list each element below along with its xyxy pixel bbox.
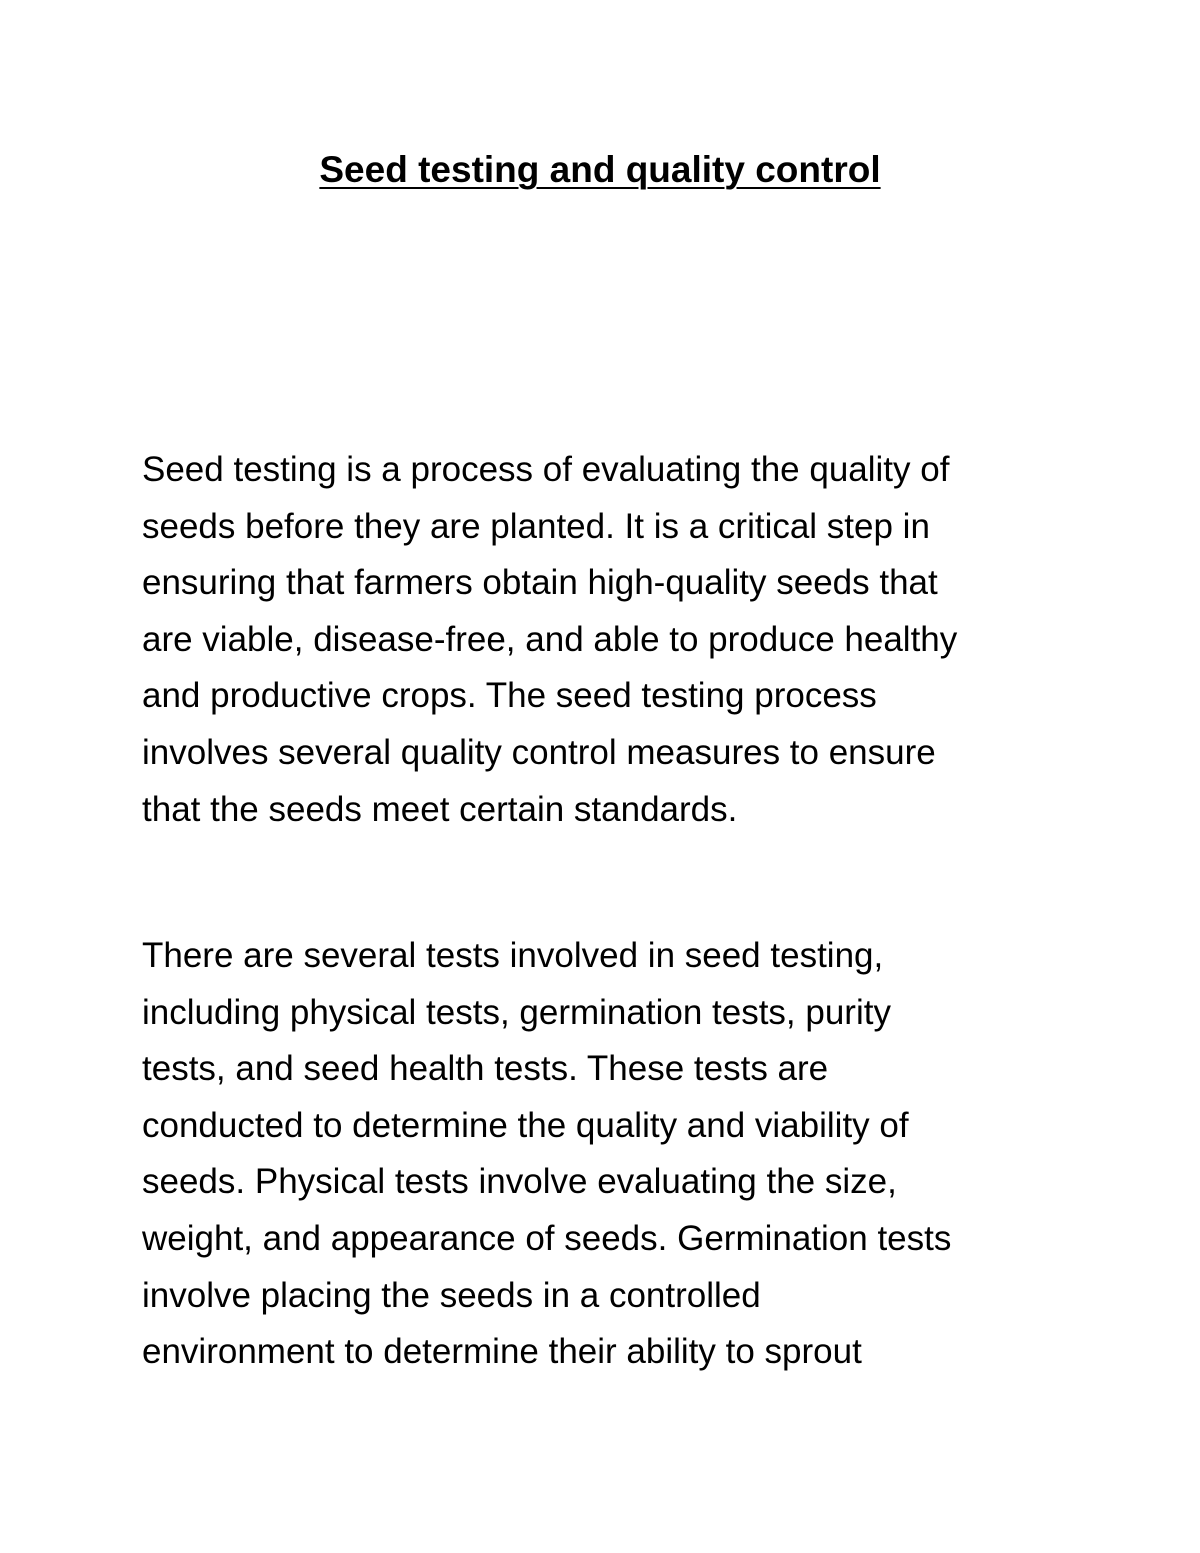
text-line: weight, and appearance of seeds. Germination tests <box>142 1218 952 1258</box>
text-line: involves several quality control measures to ensure <box>142 732 936 772</box>
text-line: seeds. Physical tests involve evaluating the size, <box>142 1162 897 1202</box>
paragraph-1 <box>142 442 1072 838</box>
text-line: that the seeds meet certain standards. <box>142 789 738 829</box>
text-line: environment to determine their ability to sprout <box>142 1332 862 1372</box>
text-line: tests, and seed health tests. These tests are <box>142 1049 829 1089</box>
text-line: ensuring that farmers obtain high-quality seeds that <box>142 563 938 603</box>
document-title: Seed testing and quality control <box>319 149 881 190</box>
text-line: There are several tests involved in seed testing, <box>142 936 884 975</box>
text-line: Seed testing is a process of evaluating the quality of <box>142 450 950 489</box>
text-line: seeds before they are planted. It is a critical step in <box>142 506 930 546</box>
text-line: conducted to determine the quality and viability of <box>142 1105 909 1145</box>
paragraph-2 <box>142 928 1072 1381</box>
text-line: including physical tests, germination tests, purity <box>142 992 891 1032</box>
text-line: involve placing the seeds in a controlled <box>142 1275 761 1315</box>
text-line: are viable, disease-free, and able to produce healthy <box>142 619 958 659</box>
text-line: and productive crops. The seed testing process <box>142 676 877 716</box>
